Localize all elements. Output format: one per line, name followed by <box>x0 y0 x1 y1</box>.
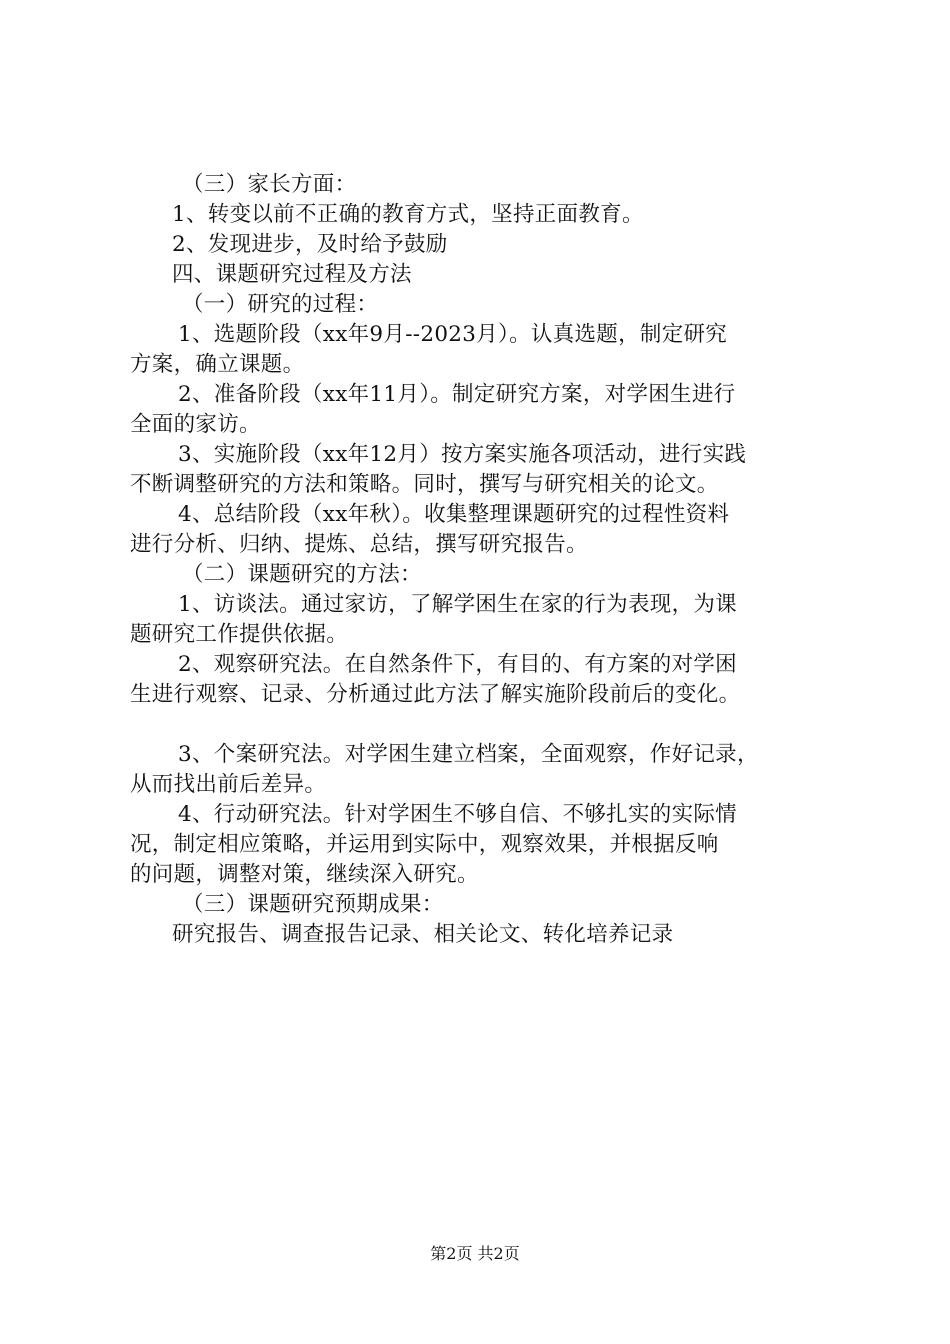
document-body <box>130 170 835 950</box>
paragraph-line: 1、访谈法。通过家访，了解学困生在家的行为表现，为课 <box>178 592 737 617</box>
section-heading-process: 四、课题研究过程及方法 <box>172 262 412 287</box>
paragraph-line: 方案，确立课题。 <box>130 352 305 377</box>
paragraph-line: 全面的家访。 <box>130 412 261 437</box>
paragraph-line: 1、转变以前不正确的教育方式，坚持正面教育。 <box>172 202 644 227</box>
paragraph-line: 不断调整研究的方法和策略。同时，撰写与研究相关的论文。 <box>130 472 719 497</box>
paragraph-line: 的问题，调整对策，继续深入研究。 <box>130 862 479 887</box>
paragraph-line: 进行分析、归纳、提炼、总结，撰写研究报告。 <box>130 532 588 557</box>
paragraph-line: 3、个案研究法。对学困生建立档案，全面观察，作好记录， <box>178 742 759 767</box>
paragraph-line: 2、观察研究法。在自然条件下，有目的、有方案的对学困 <box>178 652 737 677</box>
blank-line <box>130 710 835 740</box>
subsection-heading-expected-results: （三）课题研究预期成果： <box>182 892 444 917</box>
paragraph-line: 题研究工作提供依据。 <box>130 622 349 647</box>
paragraph-line: 况，制定相应策略，并运用到实际中，观察效果，并根据反响 <box>130 832 719 857</box>
paragraph-line: 2、准备阶段（xx年11月）。制定研究方案，对学困生进行 <box>178 382 736 407</box>
subsection-heading-methods: （二）课题研究的方法： <box>182 562 422 587</box>
paragraph-line: 2、发现进步，及时给予鼓励 <box>172 232 448 257</box>
paragraph-line: 1、选题阶段（xx年9月--2023月）。认真选题，制定研究 <box>178 322 728 347</box>
paragraph-line: 研究报告、调查报告记录、相关论文、转化培养记录 <box>172 922 674 947</box>
subsection-heading-research-process: （一）研究的过程： <box>182 292 379 317</box>
paragraph-line: 生进行观察、记录、分析通过此方法了解实施阶段前后的变化。 <box>130 682 741 707</box>
section-heading-parents: （三）家长方面： <box>182 172 357 197</box>
paragraph-line: 4、行动研究法。针对学困生不够自信、不够扎实的实际情 <box>178 802 737 827</box>
paragraph-line: 3、实施阶段（xx年12月）按方案实施各项活动，进行实践 <box>178 442 747 467</box>
paragraph-line: 从而找出前后差异。 <box>130 772 327 797</box>
paragraph-line: 4、总结阶段（xx年秋）。收集整理课题研究的过程性资料 <box>178 502 730 527</box>
page-number-footer: 第2页 共2页 <box>430 1244 520 1263</box>
